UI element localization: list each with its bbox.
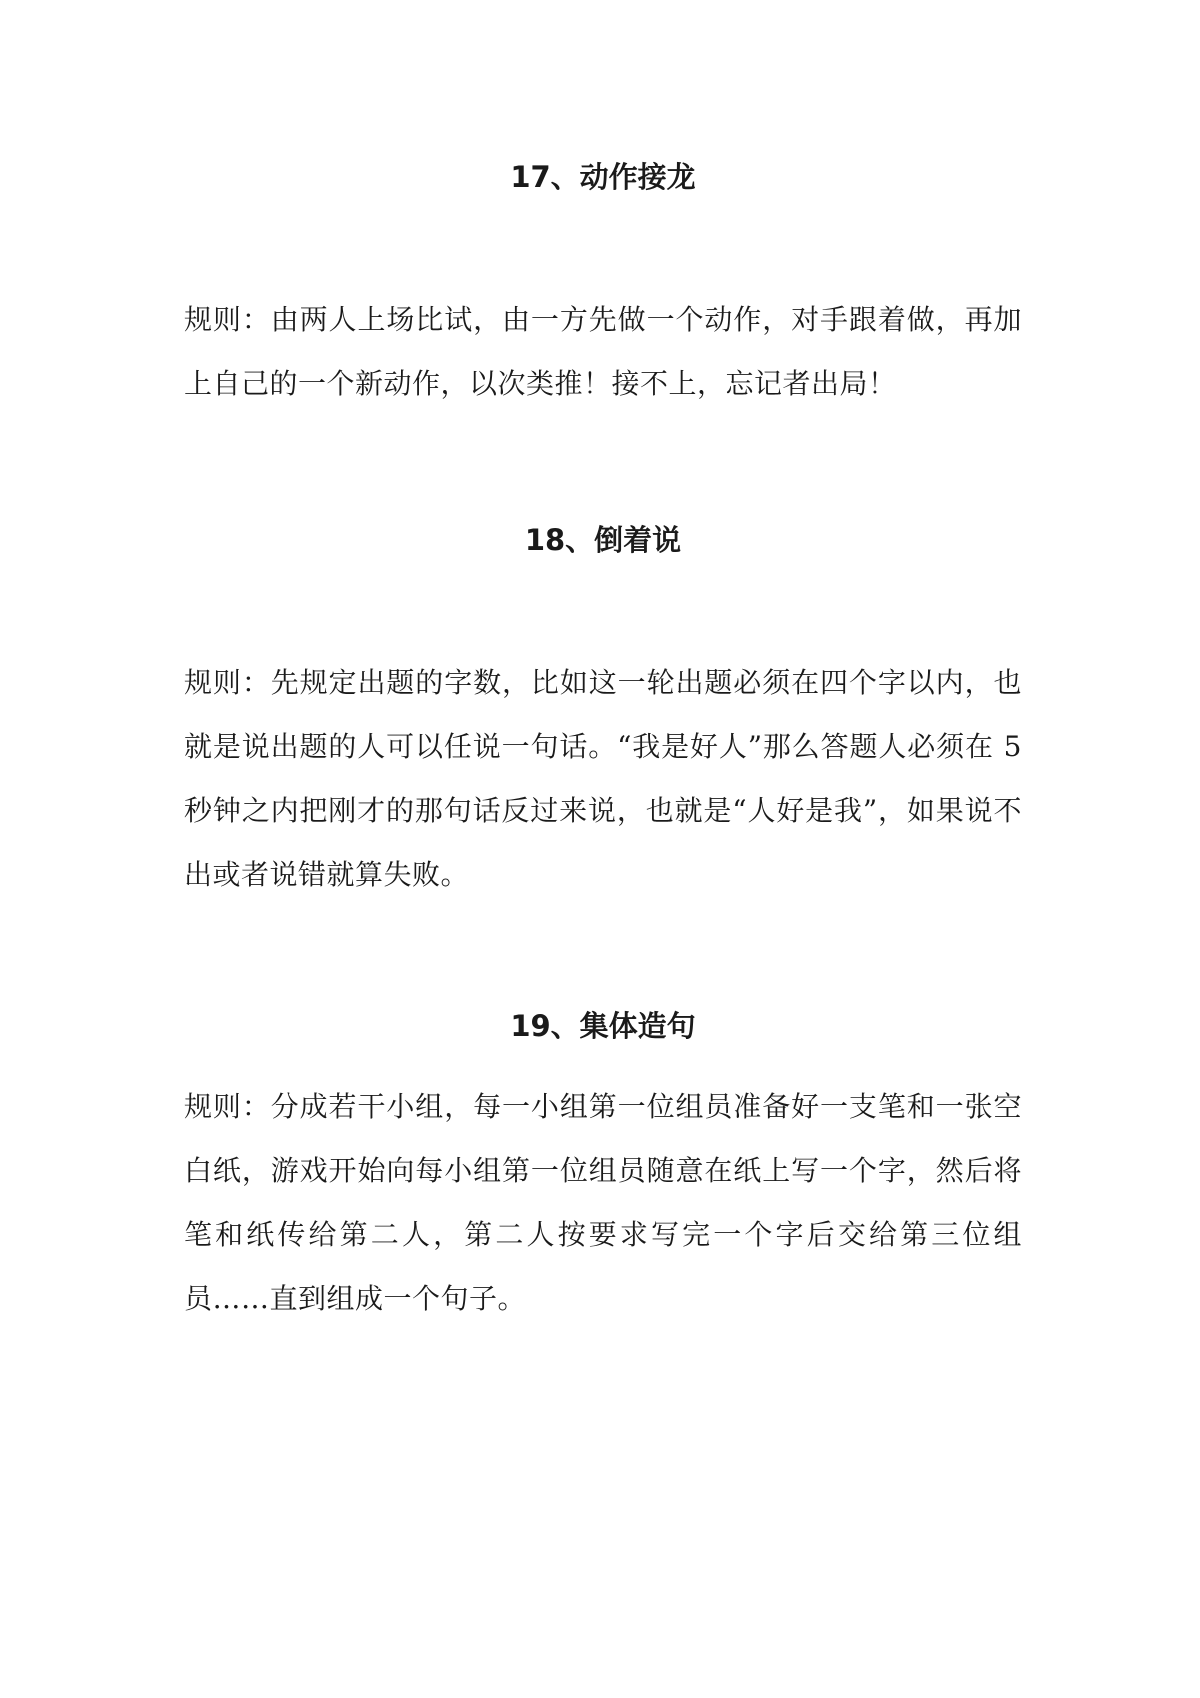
section-rule-18: 规则：先规定出题的字数，比如这一轮出题必须在四个字以内，也就是说出题的人可以任说一句话。“我是好人”那么答题人必须在 5 秒钟之内把刚才的那句话反过来说，也就是“人好是我”，如果说不出或者说错就算失败。 (184, 666, 1022, 891)
section-title-18: 18、倒着说 (524, 523, 682, 557)
section-rule-17: 规则：由两人上场比试，由一方先做一个动作，对手跟着做，再加上自己的一个新动作，以次类推！接不上，忘记者出局！ (184, 303, 1022, 400)
section-title-17: 17、动作接龙 (510, 160, 696, 194)
section-title-19: 19、集体造句 (510, 1009, 696, 1043)
section-rule-19: 规则：分成若干小组，每一小组第一位组员准备好一支笔和一张空白纸，游戏开始向每小组第一位组员随意在纸上写一个字，然后将笔和纸传给第二人，第二人按要求写完一个字后交给第三位组员……直到组成一个句子。 (184, 1090, 1022, 1315)
